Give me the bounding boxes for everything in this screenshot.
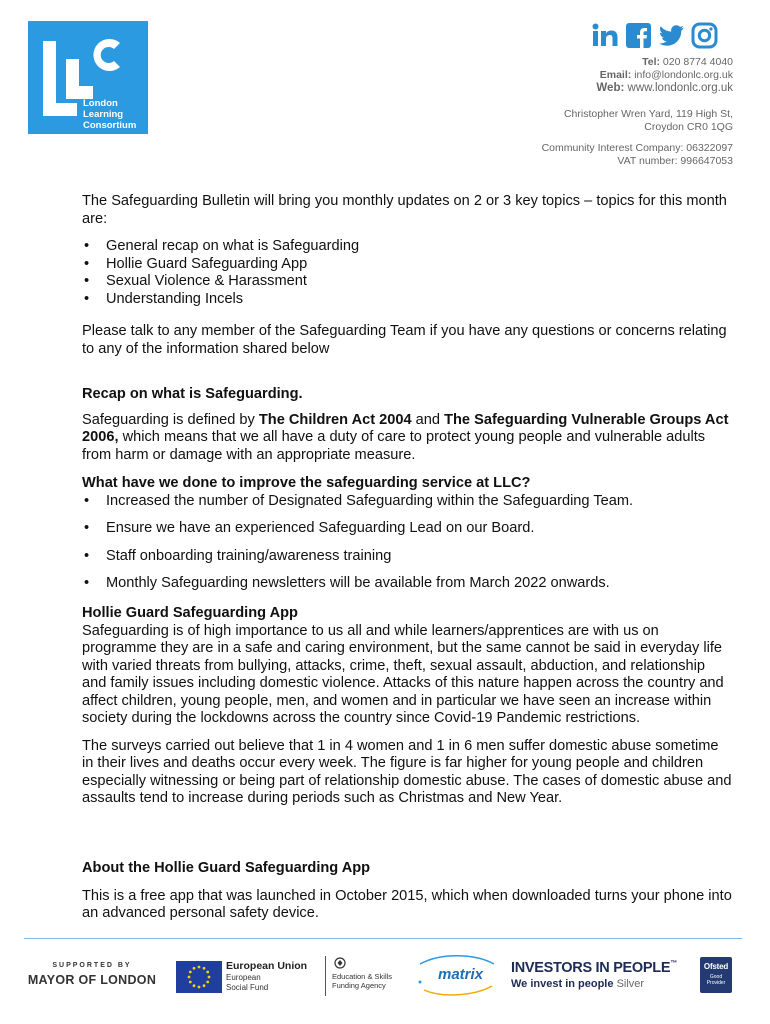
topic-item: • Sexual Violence & Harassment (82, 273, 732, 291)
supported-by-label: SUPPORTED BY (52, 962, 132, 969)
social-links (592, 22, 718, 49)
improvement-item: • Monthly Safeguarding newsletters will be available from March 2022 onwards. (82, 575, 732, 593)
mayor-of-london-label: MAYOR OF LONDON (27, 973, 157, 987)
contact-team-paragraph: Please talk to any member of the Safeguarding Team if you have any questions or concerns relating to any of the information shared below (82, 323, 727, 357)
iip-title-line (511, 960, 691, 976)
recap-heading: Recap on what is Safeguarding. (82, 386, 303, 402)
hollie-guard-paragraph-1: Safeguarding is of high importance to us all and while learners/apprentices are with us on programme they are in a safe and caring environment, but the same cannot be said in everyday life with varied threats from bullying, attacks, crime, theft, sexual assault, abduction, and relationship and family issues including domestic violence. Attacks of this nature happen across the country and affect children, young people, men, and women and in particular we have seen an increase within society during the lockdowns across the country since Covid-19 Pandemic restrictions. (82, 622, 724, 726)
topic-item: • General recap on what is Safeguarding (82, 238, 732, 256)
address (564, 108, 733, 134)
eu-flag-icon (176, 961, 222, 993)
recap-section (82, 386, 732, 464)
email-value[interactable]: info@londonlc.org.uk (634, 69, 733, 81)
esfa-line-2: Funding Agency (332, 981, 386, 990)
about-app-paragraph: This is a free app that was launched in October 2015, which when downloaded turns your phone into an advanced personal safety device. (82, 887, 732, 921)
web-label: Web: (596, 82, 625, 94)
llc-logo (28, 21, 148, 134)
improvement-item: • Staff onboarding training/awareness training (82, 548, 732, 566)
company-number: Community Interest Company: 06322097 (541, 142, 733, 154)
ofsted-title: Ofsted (703, 962, 729, 971)
ofsted-rating (700, 974, 732, 986)
logo-wordmark (83, 98, 136, 131)
intro-section (82, 193, 732, 358)
logo-line-3: Consortium (83, 120, 137, 131)
matrix-logo (412, 952, 500, 998)
address-line-1: Christopher Wren Yard, 119 High St, (563, 108, 733, 120)
eu-sub-line-1: European (226, 973, 261, 982)
address-line-2: Croydon CR0 1QG (644, 121, 733, 133)
recap-text-3: which means that we all have a duty of care to protect young people and vulnerable adults from harm or damage with an appropriate measure. (82, 429, 706, 463)
eu-sub-line-2: Social Fund (226, 982, 269, 992)
vulnerable-groups-act: The Safeguarding Vulnerable Groups Act 2006, (82, 411, 729, 445)
recap-text-1: Safeguarding is defined by (82, 411, 259, 428)
iip-trademark: ™ (670, 960, 677, 967)
iip-subtitle: We invest in people (511, 978, 614, 990)
email-label: Email: (599, 69, 632, 81)
facebook-icon[interactable] (625, 22, 652, 49)
topics-list (82, 238, 732, 308)
intro-paragraph: The Safeguarding Bulletin will bring you monthly updates on 2 or 3 key topics – topics for this month are: (82, 193, 727, 227)
logo-line-2: Learning (83, 109, 124, 120)
iip-title: INVESTORS IN PEOPLE (511, 960, 671, 976)
children-act: The Children Act 2004 (258, 411, 412, 428)
about-app-heading: About the Hollie Guard Safeguarding App (82, 860, 371, 876)
esfa-logo (325, 956, 408, 996)
instagram-icon[interactable] (691, 22, 718, 49)
investors-in-people-logo (511, 960, 691, 990)
mayor-of-london-logo (24, 962, 160, 987)
esfa-line-1: Education & Skills (332, 972, 393, 981)
improvement-item: • Increased the number of Designated Safeguarding within the Safeguarding Team. (82, 493, 732, 511)
improvements-section (82, 475, 732, 593)
ofsted-rating-line-2: Provider (706, 980, 726, 986)
matrix-wordmark: matrix (438, 966, 484, 983)
recap-text-2: and (411, 411, 445, 428)
web-value[interactable]: www.londonlc.org.uk (627, 82, 733, 94)
eu-esf-logo (176, 960, 321, 994)
about-app-section (82, 860, 732, 923)
linkedin-icon[interactable] (592, 22, 619, 49)
tel-label: Tel: (642, 56, 660, 68)
improvements-list (82, 493, 732, 593)
eu-subtitle (226, 973, 268, 992)
phone-line (596, 56, 733, 69)
twitter-icon[interactable] (658, 22, 685, 49)
iip-level: Silver (616, 978, 645, 990)
esfa-text (332, 972, 408, 990)
hollie-guard-heading: Hollie Guard Safeguarding App (82, 605, 298, 621)
hollie-guard-section (82, 605, 732, 808)
ofsted-badge (700, 957, 732, 993)
eu-title: European Union (226, 960, 308, 972)
tel-value[interactable]: 020 8774 4040 (662, 56, 733, 68)
topic-item: • Understanding Incels (82, 291, 732, 309)
crest-icon (334, 957, 346, 969)
iip-subtitle-line (511, 978, 691, 990)
improvements-heading: What have we done to improve the safeguarding service at LLC? (82, 475, 531, 491)
email-line (596, 69, 733, 82)
ofsted-rating-line-1: Good (709, 974, 723, 980)
company-info (542, 142, 733, 168)
contact-details (596, 56, 733, 95)
web-line (596, 82, 733, 95)
improvement-item: • Ensure we have an experienced Safeguarding Lead on our Board. (82, 520, 732, 538)
vat-number: VAT number: 996647053 (617, 155, 733, 167)
footer-divider (24, 938, 742, 939)
recap-paragraph (82, 412, 732, 465)
topic-item: • Hollie Guard Safeguarding App (82, 256, 732, 274)
logo-line-1: London (83, 98, 118, 109)
hollie-guard-paragraph-2: The surveys carried out believe that 1 in 4 women and 1 in 6 men suffer domestic abuse sometime in their lives and deaths occur every week. The figure is far higher for young people and children especially witnessing or being part of relationship domestic abuse. The cases of domestic abuse and assaults tend to increase during periods such as Christmas and New Year. (82, 737, 732, 806)
